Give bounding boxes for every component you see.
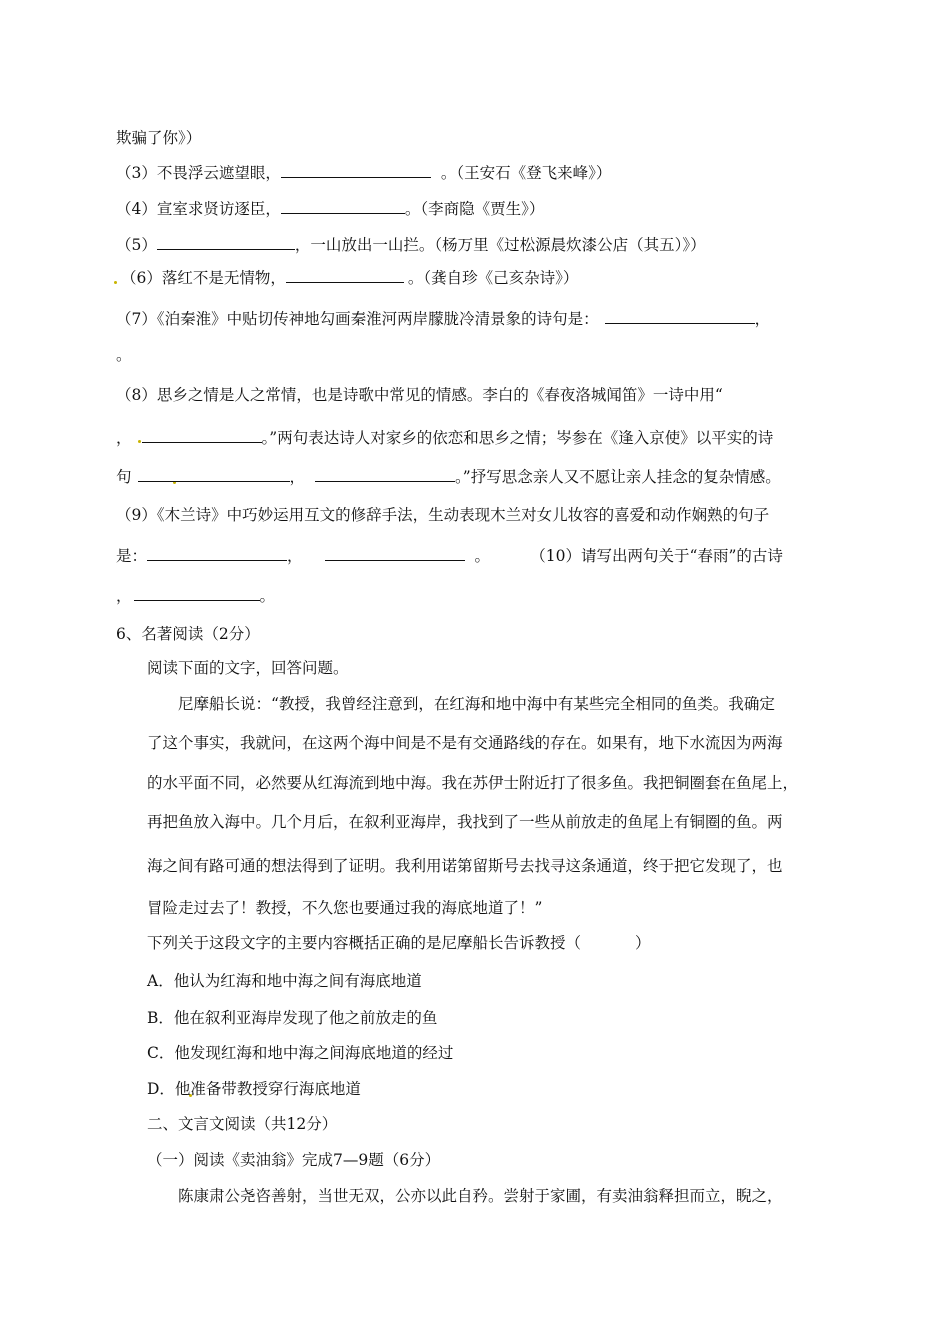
punctuation: 。 — [259, 587, 276, 605]
passage-line: 了这个事实，我就问，在这两个海中间是不是有交通路线的存在。如果有，地下水流因为两海 — [147, 734, 783, 752]
answer-blank[interactable] — [605, 309, 755, 324]
question-7-cont — [116, 345, 132, 365]
section-heading: 二、文言文阅读（共12分） — [147, 1115, 338, 1133]
question-text: （8）思乡之情是人之常情，也是诗歌中常见的情感。李白的《春夜洛城闻笛》一诗中用“ — [116, 386, 723, 404]
answer-blank[interactable] — [281, 163, 431, 178]
passage-line: 尼摩船长说：“教授，我曾经注意到，在红海和地中海中有某些完全相同的鱼类。我确定 — [178, 695, 775, 713]
answer-blank[interactable] — [138, 467, 290, 482]
question-text: （4）宣室求贤访逐臣， — [116, 200, 281, 218]
question-text: （9）《木兰诗》中巧妙运用互文的修辞手法，生动表现木兰对女儿妆容的喜爱和动作娴熟的句子 — [116, 506, 770, 524]
question-4 — [116, 199, 544, 219]
option-d[interactable]: D．他准备带教授穿行海底地道 — [147, 1080, 361, 1098]
question-text: （5） — [116, 236, 157, 254]
question-9 — [116, 505, 769, 525]
passage-line: 冒险走过去了！教授，不久您也要通过我的海底地道了！” — [147, 899, 543, 917]
punctuation: ） — [635, 934, 651, 952]
section-heading: 6、名著阅读（2分） — [116, 625, 260, 643]
punctuation: ， — [289, 468, 306, 486]
question-8-cont2 — [116, 467, 781, 487]
answer-blank[interactable] — [147, 546, 287, 561]
question-9-cont — [116, 546, 783, 566]
question-10-text: （10）请写出两句关于“春雨”的古诗 — [538, 547, 783, 565]
question-6 — [121, 268, 578, 288]
question-3 — [116, 163, 611, 183]
question-source: 。（李商隐《贾生》） — [404, 200, 545, 218]
punctuation: ， — [754, 310, 771, 328]
question-5 — [116, 235, 706, 255]
option-b[interactable]: B．他在叙利亚海岸发现了他之前放走的鱼 — [147, 1009, 438, 1027]
question-text: 句 — [116, 468, 132, 486]
question-source: 。（王安石《登飞来峰》） — [440, 164, 612, 182]
text-line: 欺骗了你》） — [116, 129, 202, 147]
punctuation: ， — [287, 547, 303, 565]
answer-blank[interactable] — [286, 268, 404, 283]
question-8 — [116, 385, 723, 405]
subsection-heading: （一）阅读《卖油翁》完成7—9题（6分） — [147, 1151, 441, 1169]
question-text: （3）不畏浮云遮望眼， — [116, 164, 281, 182]
question-10-cont — [116, 586, 275, 606]
answer-blank[interactable] — [157, 235, 295, 250]
question-source: ，一山放出一山拦。（杨万里《过松源晨炊漆公店（其五）》） — [294, 236, 706, 254]
question-7 — [116, 309, 770, 329]
punctuation: ， — [116, 587, 132, 605]
answer-blank[interactable] — [134, 586, 260, 601]
question-text: 。”抒写思念亲人又不愿让亲人挂念的复杂情感。 — [455, 468, 781, 486]
answer-blank[interactable] — [325, 546, 465, 561]
instruction: 阅读下面的文字，回答问题。 — [147, 659, 349, 677]
answer-blank[interactable] — [581, 934, 635, 948]
option-c[interactable]: C．他发现红海和地中海之间海底地道的经过 — [147, 1044, 454, 1062]
question-8-cont — [116, 428, 773, 448]
option-a[interactable]: A．他认为红海和地中海之间有海底地道 — [147, 972, 422, 990]
question-source: 。（龚自珍《己亥杂诗》） — [407, 269, 579, 287]
question-text: 下列关于这段文字的主要内容概括正确的是尼摩船长告诉教授（ — [147, 934, 582, 952]
passage-line: 海之间有路可通的想法得到了证明。我利用诺第留斯号去找寻这条通道，终于把它发现了，也 — [147, 857, 783, 875]
question-text: （6）落红不是无情物， — [121, 269, 286, 287]
punctuation: ， — [116, 429, 132, 447]
question-text: 。”两句表达诗人对家乡的依恋和思乡之情；岑参在《逢入京使》以平实的诗 — [261, 429, 774, 447]
question-stem — [147, 933, 651, 953]
answer-blank[interactable] — [142, 428, 262, 443]
punctuation: 。 — [116, 346, 132, 364]
passage-line: 的水平面不同，必然要从红海流到地中海。我在苏伊士附近打了很多鱼。我把铜圈套在鱼尾上， — [147, 774, 799, 792]
answer-blank[interactable] — [281, 199, 405, 214]
punctuation: 。 — [474, 547, 491, 565]
passage-line: 再把鱼放入海中。几个月后，在叙利亚海岸，我找到了一些从前放走的鱼尾上有铜圈的鱼。两 — [147, 813, 783, 831]
question-text: 是： — [116, 547, 148, 565]
answer-blank[interactable] — [315, 467, 455, 482]
passage-line: 陈康肃公尧咨善射，当世无双，公亦以此自矜。尝射于家圃，有卖油翁释担而立，睨之， — [178, 1187, 783, 1205]
stray-mark — [114, 281, 117, 284]
question-text: （7）《泊秦淮》中贴切传神地勾画秦淮河两岸朦胧冷清景象的诗句是： — [116, 310, 599, 328]
